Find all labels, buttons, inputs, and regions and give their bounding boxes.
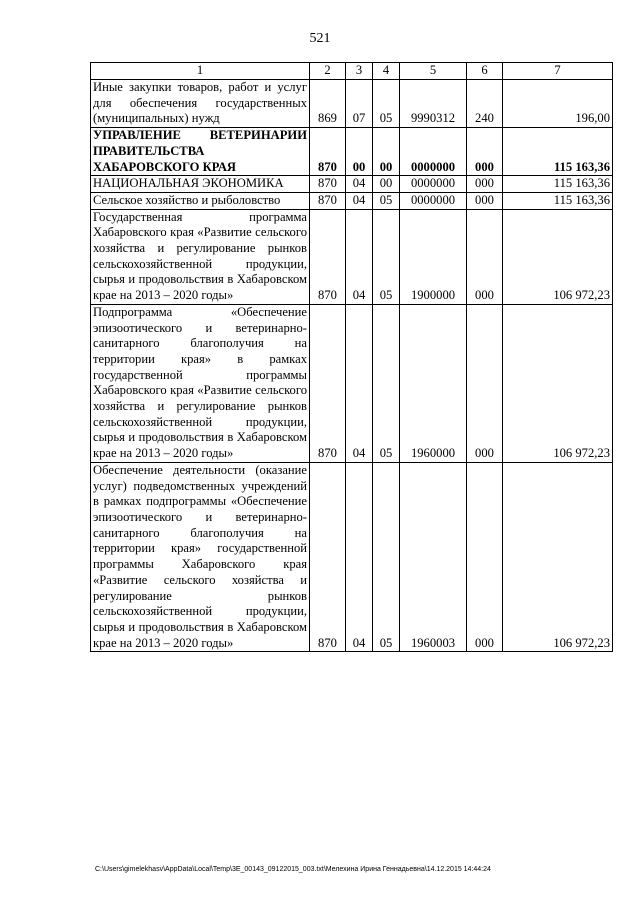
header-cell: 3 <box>346 63 373 80</box>
row-code-cell: 000 <box>467 176 503 193</box>
budget-table <box>90 62 613 652</box>
table-row <box>91 209 613 304</box>
row-amount-cell: 106 972,23 <box>503 209 613 304</box>
header-cell: 2 <box>310 63 346 80</box>
row-code-cell: 05 <box>373 192 400 209</box>
row-name-cell: Сельское хозяйство и рыболовство <box>91 192 310 209</box>
row-code-cell: 04 <box>346 209 373 304</box>
table-header-row <box>91 63 613 80</box>
row-amount-cell: 106 972,23 <box>503 304 613 462</box>
row-code-cell: 04 <box>346 176 373 193</box>
row-amount-cell: 115 163,36 <box>503 176 613 193</box>
row-code-cell: 04 <box>346 462 373 651</box>
row-code-cell: 000 <box>467 128 503 176</box>
header-cell: 7 <box>503 63 613 80</box>
row-code-cell: 870 <box>310 192 346 209</box>
row-code-cell: 869 <box>310 80 346 128</box>
header-cell: 1 <box>91 63 310 80</box>
row-code-cell: 870 <box>310 176 346 193</box>
row-name-cell: НАЦИОНАЛЬНАЯ ЭКОНОМИКА <box>91 176 310 193</box>
row-code-cell: 000 <box>467 462 503 651</box>
page-number: 521 <box>309 31 331 46</box>
table-row <box>91 304 613 462</box>
row-code-cell: 07 <box>346 80 373 128</box>
row-code-cell: 240 <box>467 80 503 128</box>
row-code-cell: 05 <box>373 209 400 304</box>
table-row <box>91 462 613 651</box>
row-name-cell: УПРАВЛЕНИЕ ВЕТЕРИНАРИИ ПРАВИТЕЛЬСТВА ХАБАРОВСКОГО КРАЯ <box>91 128 310 176</box>
file-path-footer: C:\Users\gimelekhasv\AppData\Local\Temp\3E_00143_09122015_003.txt\Мелехина Ирина Геннадьевна\14.12.2015 14:44:24 <box>95 866 491 873</box>
row-code-cell: 870 <box>310 304 346 462</box>
row-code-cell: 00 <box>346 128 373 176</box>
row-code-cell: 000 <box>467 209 503 304</box>
row-amount-cell: 106 972,23 <box>503 462 613 651</box>
row-code-cell: 1900000 <box>400 209 467 304</box>
row-code-cell: 000 <box>467 192 503 209</box>
table-row <box>91 80 613 128</box>
row-code-cell: 00 <box>373 128 400 176</box>
header-cell: 6 <box>467 63 503 80</box>
row-code-cell: 0000000 <box>400 192 467 209</box>
row-code-cell: 870 <box>310 128 346 176</box>
row-code-cell: 0000000 <box>400 176 467 193</box>
row-code-cell: 000 <box>467 304 503 462</box>
row-name-cell: Подпрограмма «Обеспечение эпизоотического и ветеринарно-санитарного благополучия на территории края» в рамках государственной программы Хабаровского края «Развитие сельского хозяйства и регулирование рынков сельскохозяйственной продукции, сырья и продовольствия в Хабаровском крае на 2013 – 2020 годы» <box>91 304 310 462</box>
table-row <box>91 128 613 176</box>
row-amount-cell: 196,00 <box>503 80 613 128</box>
row-code-cell: 0000000 <box>400 128 467 176</box>
table-row <box>91 192 613 209</box>
row-amount-cell: 115 163,36 <box>503 192 613 209</box>
row-code-cell: 1960003 <box>400 462 467 651</box>
header-cell: 4 <box>373 63 400 80</box>
row-code-cell: 05 <box>373 462 400 651</box>
row-amount-cell: 115 163,36 <box>503 128 613 176</box>
row-name-cell: Обеспечение деятельности (оказание услуг) подведомственных учреждений в рамках подпрограммы «Обеспечение эпизоотического и ветеринарно-санитарного благополучия на территории края» государственной программы Хабаровского края «Развитие сельского хозяйства и регулирование рынков сельскохозяйственной продукции, сырья и продовольствия в Хабаровском крае на 2013 – 2020 годы» <box>91 462 310 651</box>
row-code-cell: 04 <box>346 304 373 462</box>
row-code-cell: 1960000 <box>400 304 467 462</box>
row-code-cell: 04 <box>346 192 373 209</box>
row-name-cell: Государственная программа Хабаровского края «Развитие сельского хозяйства и регулирование рынков сельскохозяйственной продукции, сырья и продовольствия в Хабаровском крае на 2013 – 2020 годы» <box>91 209 310 304</box>
row-code-cell: 870 <box>310 462 346 651</box>
row-code-cell: 870 <box>310 209 346 304</box>
row-code-cell: 00 <box>373 176 400 193</box>
row-name-cell: Иные закупки товаров, работ и услуг для обеспечения государственных (муниципальных) нужд <box>91 80 310 128</box>
row-code-cell: 05 <box>373 304 400 462</box>
row-code-cell: 9990312 <box>400 80 467 128</box>
header-cell: 5 <box>400 63 467 80</box>
table-row <box>91 176 613 193</box>
row-code-cell: 05 <box>373 80 400 128</box>
